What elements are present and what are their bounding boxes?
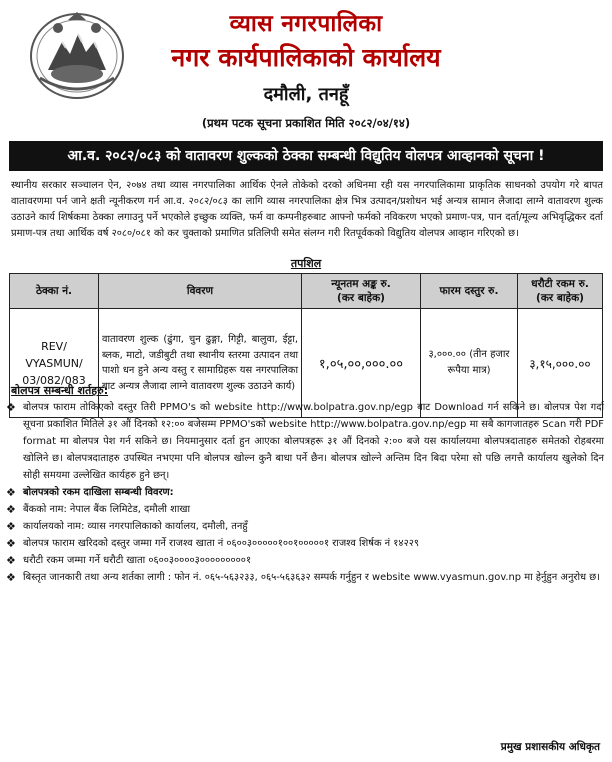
municipality-name: व्यास नगरपालिका [229,11,383,37]
term-text: कार्यालयको नाम: व्यास नगरपालिकाको कार्यालय, दमौली, तनहुँ [23,521,248,532]
term-text: बोलपत्र फाराम खरिदको दस्तुर जम्मा गर्ने राजश्व खाता नं ०६००३०००००१००१०००००१ राजश्व शिर्षक नं १४२२९ [23,538,419,549]
diamond-bullet-icon: ❖ [6,537,16,550]
header-min-label: न्यूनतम अङ्क रु. [331,278,391,290]
header-min-sub: (कर बाहेक) [337,292,385,304]
term-text: बैंकको नाम: नेपाल बैंक लिमिटेड, दमौली शाखा [23,504,191,515]
list-item [6,484,604,501]
terms-heading: बोलपत्र सम्बन्धी शर्तहरु: [11,384,109,397]
header-fee: फारम दस्तुर रु. [421,274,518,309]
terms-list [6,399,604,586]
cell-desc: वातावरण शुल्क (ढुंगा, चुन ढुङ्गा, गिट्टी, बालुवा, ईट्टा, ब्लक, माटो, जडीबुटी तथा स्थानीय स्तरमा उत्पादन तथा पाशो धन हुने अन्य वस्तु र सामाग्रिहरू यस नगरपालिका बाट अन्यत्र लैजादा लाग्ने वातावरण शुल्क उठाउने कार्य) [99,309,302,418]
term-text: बोलपत्र फाराम तोकिएको दस्तुर तिरी PPMO's को website http://www.bolpatra.gov.np/egp बाट Download गर्न सकिने छ। बोलपत्र पेश गर्दा सूचना प्रकाशित मितिले ३१ औं दिनको १२:०० बजेसम्म PPMO'sको website http://www.bolpatra.gov.np/egp मा सबै कागजातहरु Scan गरी PDF format मा बोलपत्र पेश गर्न सकिने छ। नियमानुसार दर्ता हुन आएका बोलपत्रहरू ३१ औं दिनको २:०० बजे यस कार्यालयमा बोलपत्रदाताहरु समेतको रोहबरमा खोलिने छ। बोलपत्रदाताहरु उपस्थित नभएमा पनि बोलपत्र खोल्न कुनै बाधा पर्ने छैन। बोलपत्र खोल्ने अन्तिम दिन बिदा परेमा सो पछि लगत्तै कार्यालय खुलेको दिन सोही समयमा उल्लेखित कार्यहरु हुने छन्। [23,402,604,481]
intro-paragraph: स्थानीय सरकार सञ्चालन ऐन, २०७४ तथा व्यास नगरपालिका आर्थिक ऐनले तोकेको दरको अधिनमा रही यस नगरपालिकामा प्राकृतिक साधनको उपयोग गरे बापत वातावरणमा पर्न जाने क्षती न्यूनीकरण गर्न आ.व. २०८२/०८३ का लागि व्यास नगरपालिका क्षेत्र भित्र उत्पादन/प्रशोधन भई अन्यत्र सामान लैजादा लाग्ने वातावरण शुल्क उठाउने कार्य शिर्षकमा ठेक्का लगाउनु पर्ने भएकोले इच्छुक व्यक्ति, फर्म वा कम्पनीहरुबाट आफ्नो फर्मको नविकरण भएको प्रमाण-पत्र, पान दर्ता/मूल्य अभिवृद्धिकर दर्ता प्रमाण-पत्र तथा आर्थिक वर्ष २०८०/०८१ को कर चुक्ताको प्रमाणित प्रतिलिपी समेत संलग्न गरी रितपूर्वकको विद्युतिय वोलपत्र आव्हान गरिएको छ। [11,180,603,239]
table-header-row [10,274,603,309]
list-item [6,552,604,569]
diamond-bullet-icon: ❖ [6,571,16,584]
cell-form-fee: ३,०००.०० (तीन हजार रूपैया मात्र) [421,309,518,418]
diamond-bullet-icon: ❖ [6,520,16,533]
schedule-label: तपशिल [290,257,322,270]
publication-date: (प्रथम पटक सूचना प्रकाशित मिति २०८२/०४/१४) [201,116,411,130]
list-item [6,399,604,484]
cell-deposit: ३,१५,०००.०० [518,309,603,418]
diamond-bullet-icon: ❖ [6,486,16,499]
diamond-bullet-icon: ❖ [6,401,16,414]
notice-title-banner: आ.व. २०८२/०८३ को वातावरण शुल्कको ठेक्का सम्बन्धी विद्युतिय वोलपत्र आव्हानको सूचना ! [9,141,603,171]
office-location: दमौली, तनहूँ [263,84,349,105]
header-ref: ठेक्का नं. [10,274,99,309]
notice-header [0,0,612,142]
office-name: नगर कार्यपालिकाको कार्यालय [171,43,441,72]
header-deposit [518,274,603,309]
list-item [6,518,604,535]
list-item [6,569,604,586]
diamond-bullet-icon: ❖ [6,554,16,567]
list-item [6,535,604,552]
diamond-bullet-icon: ❖ [6,503,16,516]
list-item [6,501,604,518]
header-min [302,274,421,309]
cell-min-amount: १,०५,००,०००.०० [302,309,421,418]
header-deposit-sub: (कर बाहेक) [536,292,584,304]
header-desc: विवरण [99,274,302,309]
term-text: धरौटी रकम जम्मा गर्ने धरौटी खाता ०६००३००००३०००००००००१ [23,555,252,566]
term-text: बोलपत्रको रकम दाखिला सम्बन्धी विवरण: [23,487,174,498]
signature-title: प्रमुख प्रशासकीय अधिकृत [500,741,600,753]
cell-ref: REV/ VYASMUN/ 03/082/083 [10,309,99,418]
term-text: बिस्तृत जानकारी तथा अन्य शर्तका लागी : फोन नं. ०६५-५६३२३३, ०६५-५६३६३२ सम्पर्क गर्नुहुन र website www.vyasmun.gov.np मा हेर्नुहुन अनुरोध छ। [23,572,600,583]
header-deposit-label: धरौटी रकम रु. [531,278,589,290]
